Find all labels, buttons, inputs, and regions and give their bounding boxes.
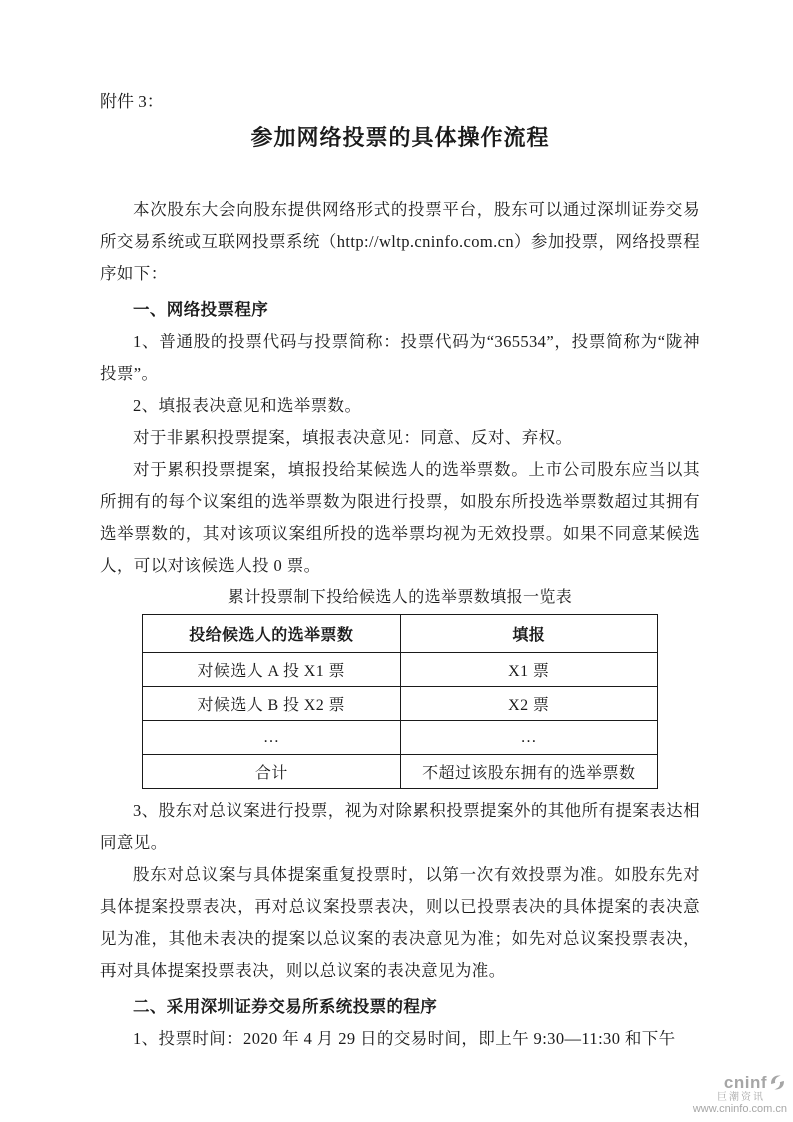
table-header-fill: 填报 [400, 615, 658, 653]
paragraph-vote-time: 1、投票时间：2020 年 4 月 29 日的交易时间，即上午 9:30—11:30 和下午 [133, 1029, 676, 1048]
table-row [143, 653, 658, 687]
paragraph-duplicate-vote: 股东对总议案与具体提案重复投票时，以第一次有效投票为准。如股东先对具体提案投票表决，再对总议案投票表决，则以已投票表决的具体提案的表决意见为准，其他未表决的提案以总议案的表决意见为准；如先对总议案投票表决，再对具体提案投票表决，则以总议案的表决意见为准。 [100, 865, 700, 980]
table-cell: X1 票 [400, 653, 658, 687]
cninfo-swirl-icon [768, 1073, 787, 1092]
cninfo-logo-chinese: 巨潮资讯 [717, 1091, 765, 1103]
paragraph-fill-opinion: 2、填报表决意见和选举票数。 [133, 396, 362, 415]
paragraph-vote-code: 1、普通股的投票代码与投票简称：投票代码为“365534”，投票简称为“陇神投票”。 [100, 332, 700, 383]
table-row [143, 755, 658, 789]
table-header-row [143, 615, 658, 653]
table-cell: X2 票 [400, 687, 658, 721]
page-title: 参加网络投票的具体操作流程 [250, 125, 550, 150]
table-row [143, 721, 658, 755]
section-heading-2: 二、采用深圳证券交易所系统投票的程序 [133, 997, 438, 1016]
table-row [143, 687, 658, 721]
intro-paragraph: 本次股东大会向股东提供网络形式的投票平台，股东可以通过深圳证券交易所交易系统或互联网投票系统（http://wltp.cninfo.com.cn）参加投票，网络投票程序如下： [100, 200, 700, 283]
table-cell: 不超过该股东拥有的选举票数 [400, 755, 658, 789]
table-caption: 累计投票制下投给候选人的选举票数填报一览表 [227, 589, 573, 606]
section-heading-1: 一、网络投票程序 [133, 300, 269, 319]
cninfo-logo-text: cninf [723, 1072, 767, 1092]
table-cell: 对候选人 A 投 X1 票 [143, 653, 401, 687]
table-cell: … [143, 721, 401, 755]
attachment-label: 附件 3： [100, 92, 164, 111]
cninfo-logo-row [724, 1073, 787, 1092]
table-cell: 对候选人 B 投 X2 票 [143, 687, 401, 721]
paragraph-general-motion: 3、股东对总议案进行投票，视为对除累积投票提案外的其他所有提案表达相同意见。 [100, 801, 700, 852]
paragraph-noncumulative: 对于非累积投票提案，填报表决意见：同意、反对、弃权。 [133, 428, 573, 447]
table-header-votes: 投给候选人的选举票数 [143, 615, 401, 653]
cninfo-logo-url: www.cninfo.com.cn [692, 1103, 787, 1116]
paragraph-cumulative: 对于累积投票提案，填报投给某候选人的选举票数。上市公司股东应当以其所拥有的每个议案组的选举票数为限进行投票，如股东所投选举票数超过其拥有选举票数的，其对该项议案组所投的选举票均视为无效投票。如果不同意某候选人，可以对该候选人投 0 票。 [100, 460, 700, 575]
table-cell: … [400, 721, 658, 755]
table-cell: 合计 [143, 755, 401, 789]
cumulative-vote-table [142, 614, 658, 789]
cninfo-logo [693, 1073, 787, 1116]
